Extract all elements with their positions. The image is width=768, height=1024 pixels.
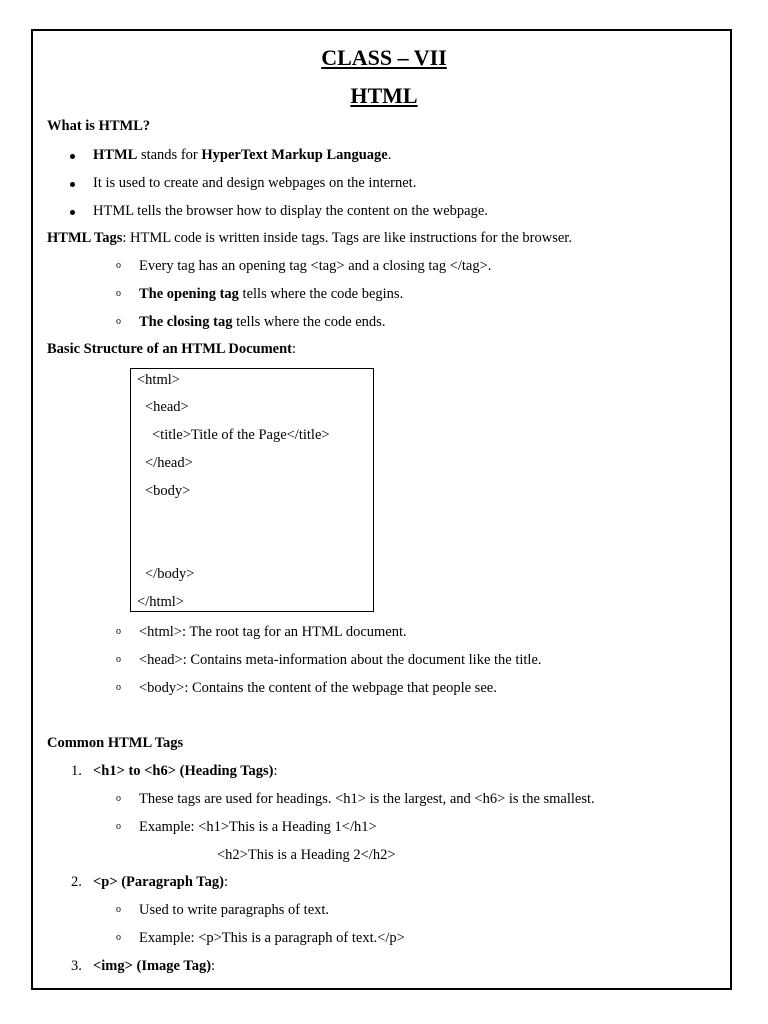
common-item-1-sub-2: Example: <h1>This is a Heading 1</h1>	[139, 819, 377, 835]
common-item-3: <img> (Image Tag):	[93, 958, 216, 974]
what-is-bullet-3: HTML tells the browser how to display the content on the webpage.	[93, 203, 488, 219]
tags-sub-2: The opening tag tells where the code begins.	[139, 286, 404, 302]
code-line-html: <html>	[137, 372, 180, 388]
structure-heading: Basic Structure of an HTML Document:	[47, 341, 297, 357]
what-is-heading: What is HTML?	[47, 118, 151, 134]
class-title: CLASS – VII	[321, 45, 447, 70]
list-number: 2.	[71, 874, 82, 890]
code-line-body-close: </body>	[145, 566, 195, 582]
sub-bullet-icon: o	[116, 260, 121, 271]
tags-paragraph: HTML Tags: HTML code is written inside tags. Tags are like instructions for the browser.	[47, 230, 572, 246]
bullet-icon	[70, 154, 75, 159]
sub-bullet-icon: o	[116, 682, 121, 693]
common-heading: Common HTML Tags	[47, 735, 184, 751]
code-line-head: <head>	[145, 399, 189, 415]
common-item-2-sub-2: Example: <p>This is a paragraph of text.</p>	[139, 930, 405, 946]
common-item-1-sub-1: These tags are used for headings. <h1> is the largest, and <h6> is the smallest.	[139, 791, 595, 807]
sub-bullet-icon: o	[116, 904, 121, 915]
bullet-icon	[70, 182, 75, 187]
code-line-body: <body>	[145, 483, 191, 499]
sub-bullet-icon: o	[116, 288, 121, 299]
common-item-1: <h1> to <h6> (Heading Tags):	[93, 763, 278, 779]
sub-bullet-icon: o	[116, 821, 121, 832]
sub-bullet-icon: o	[116, 654, 121, 665]
sub-bullet-icon: o	[116, 793, 121, 804]
what-is-bullet-1: HTML stands for HyperText Markup Language.	[93, 147, 392, 163]
code-line-head-close: </head>	[145, 455, 193, 471]
code-line-html-close: </html>	[137, 594, 184, 610]
structure-explain-2: <head>: Contains meta-information about the document like the title.	[139, 652, 542, 668]
what-is-bullet-2: It is used to create and design webpages on the internet.	[93, 175, 417, 191]
common-item-2-sub-1: Used to write paragraphs of text.	[139, 902, 330, 918]
subject-title: HTML	[350, 83, 418, 108]
tags-sub-1: Every tag has an opening tag <tag> and a closing tag </tag>.	[139, 258, 492, 274]
sub-bullet-icon: o	[116, 316, 121, 327]
structure-explain-1: <html>: The root tag for an HTML document.	[139, 624, 407, 640]
structure-explain-3: <body>: Contains the content of the webpage that people see.	[139, 680, 497, 696]
sub-bullet-icon: o	[116, 932, 121, 943]
list-number: 1.	[71, 763, 82, 779]
list-number: 3.	[71, 958, 82, 974]
bullet-icon	[70, 210, 75, 215]
tags-sub-3: The closing tag tells where the code ends.	[139, 314, 386, 330]
common-item-2: <p> (Paragraph Tag):	[93, 874, 228, 890]
code-line-title: <title>Title of the Page</title>	[152, 427, 330, 443]
common-item-1-sub-2-cont: <h2>This is a Heading 2</h2>	[217, 847, 396, 863]
sub-bullet-icon: o	[116, 626, 121, 637]
